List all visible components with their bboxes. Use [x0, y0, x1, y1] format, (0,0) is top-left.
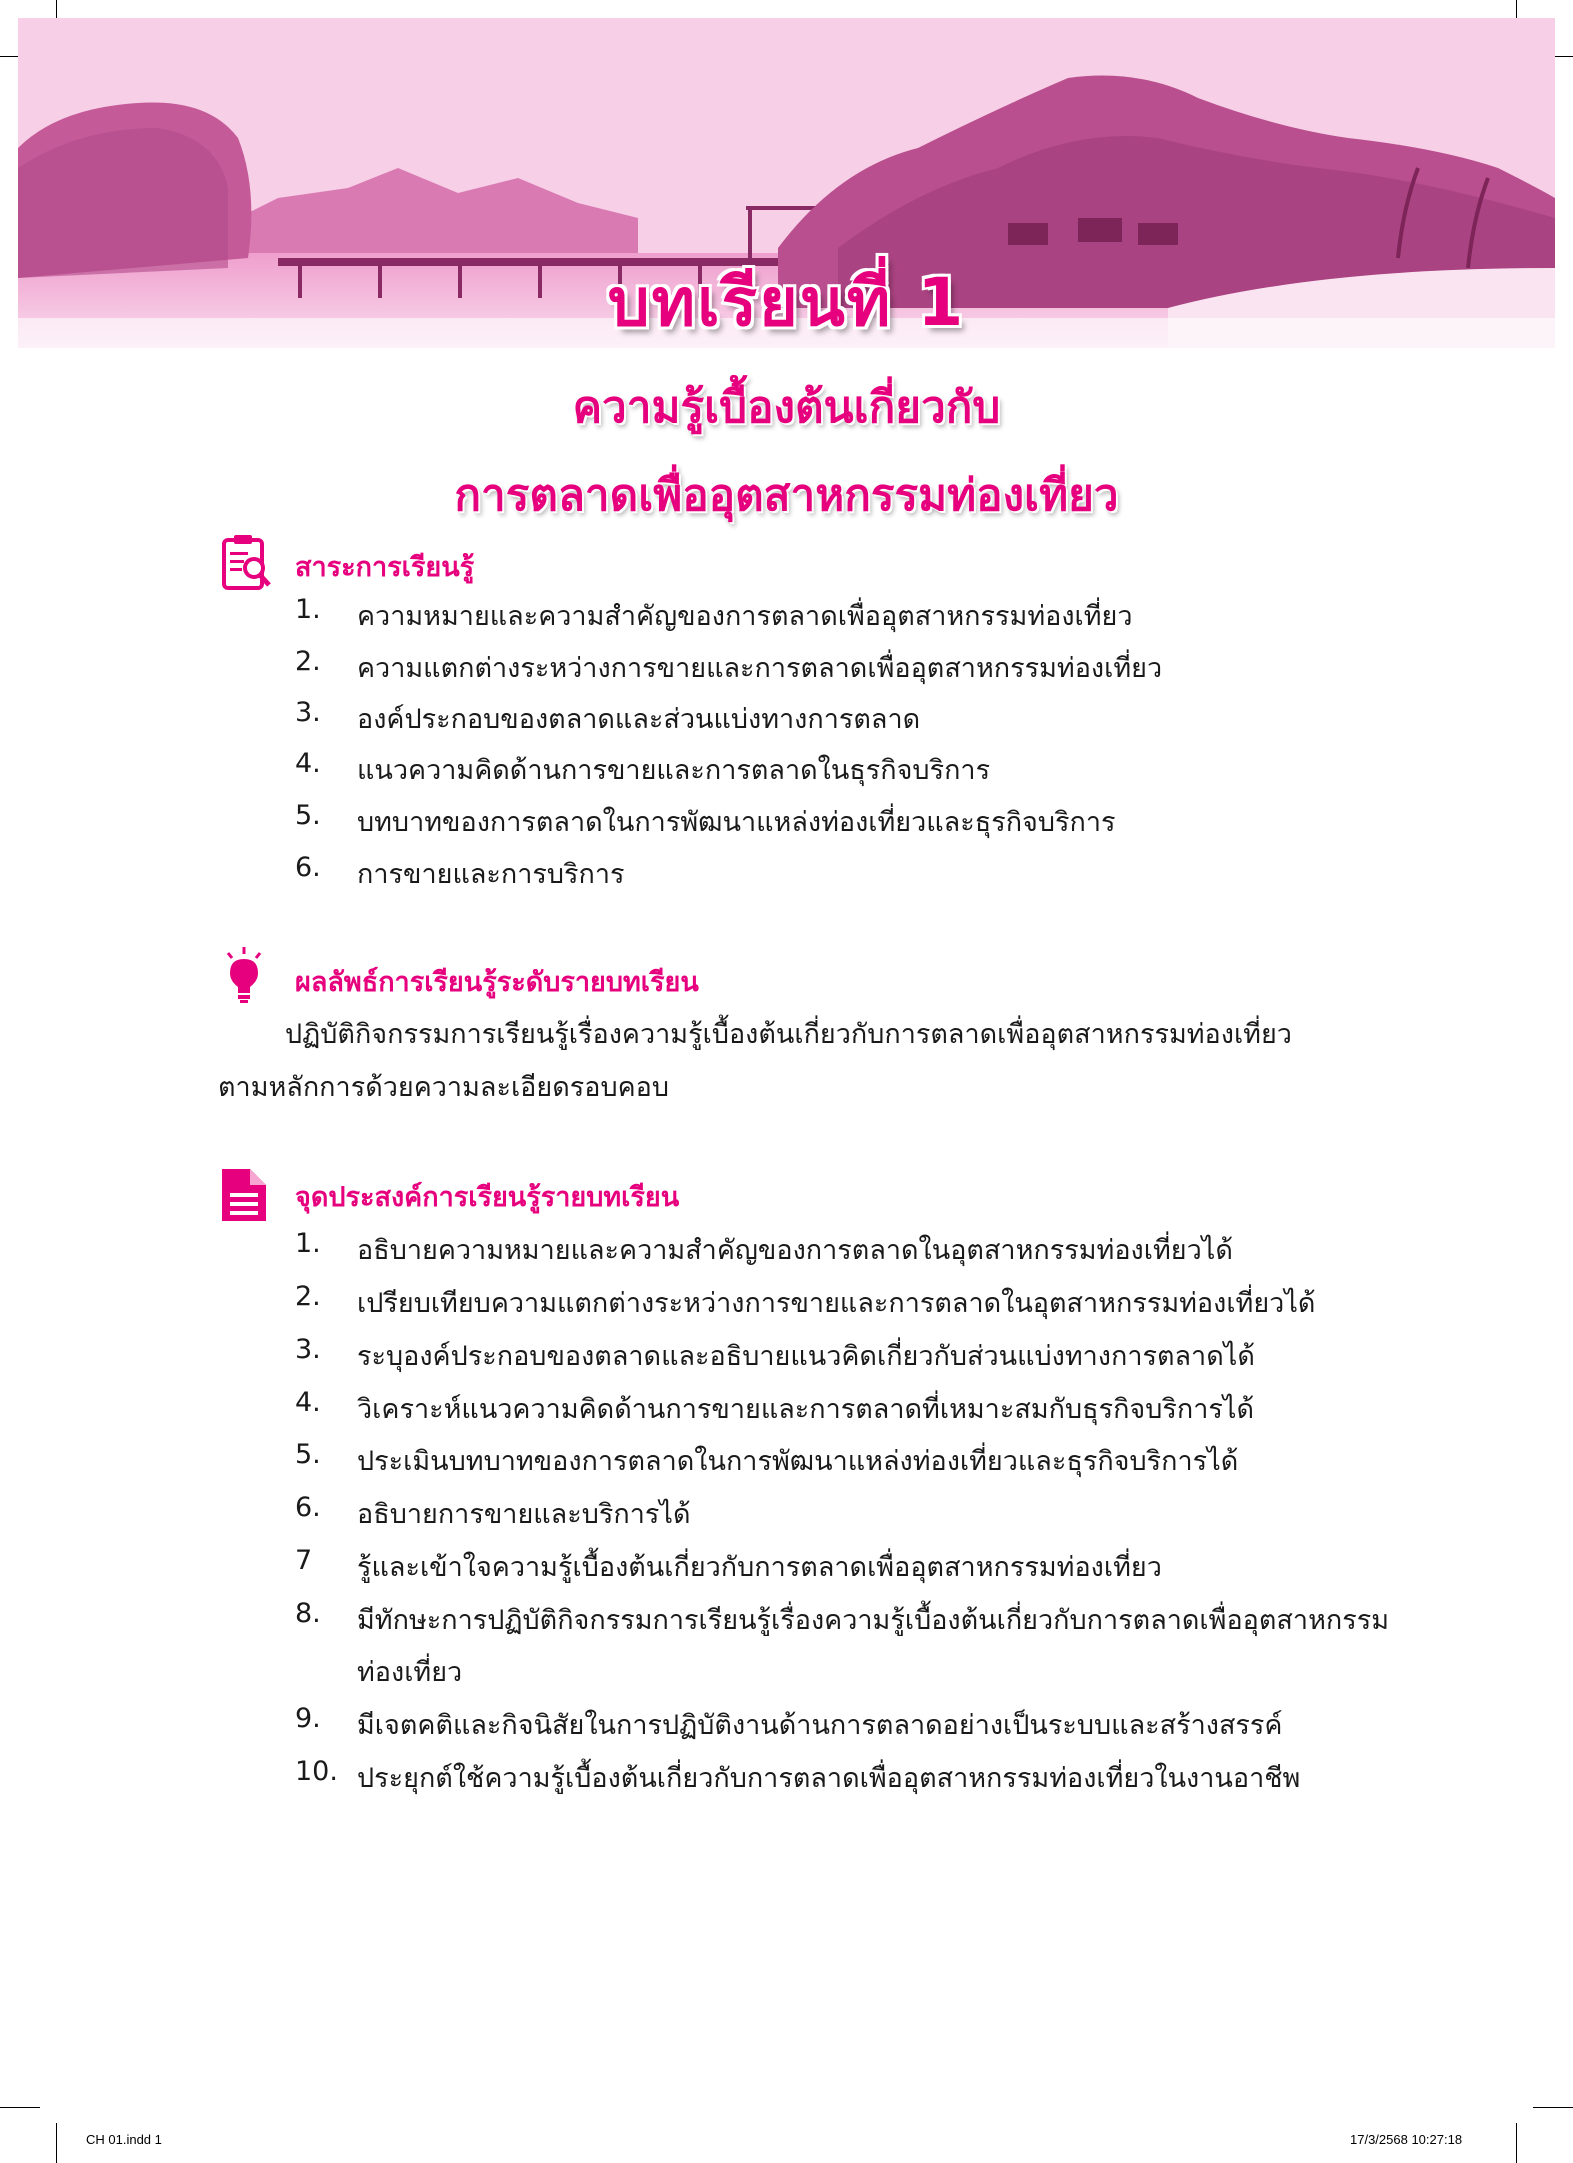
section-heading-content: สาระการเรียนรู้: [295, 552, 475, 583]
section-heading-outcome: ผลลัพธ์การเรียนรู้ระดับรายบทเรียน: [295, 967, 699, 998]
section-heading-objective: จุดประสงค์การเรียนรู้รายบทเรียน: [295, 1182, 680, 1213]
clipboard-search-icon: [220, 532, 272, 592]
footer-timestamp: 17/3/2568 10:27:18: [1350, 2132, 1463, 2147]
lesson-title: บทเรียนที่ 1: [607, 264, 966, 341]
lightbulb-icon: [218, 945, 270, 1005]
outcome-text-line1: ปฏิบัติกิจกรรมการเรียนรู้เรื่องความรู้เบื้องต้นเกี่ยวกับการตลาดเพื่ออุตสาหกรรมท่องเที่ยว: [285, 1019, 1292, 1050]
footer-filename: CH 01.indd 1: [86, 2132, 162, 2147]
crop-mark: [1533, 2107, 1573, 2108]
lesson-subtitle-line2: การตลาดเพื่ออุตสาหกรรมท่องเที่ยว: [454, 470, 1119, 521]
outcome-text-line2: ตามหลักการด้วยความละเอียดรอบคอบ: [218, 1072, 670, 1103]
crop-mark: [56, 2123, 57, 2163]
crop-mark: [1516, 2123, 1517, 2163]
crop-mark: [0, 2107, 40, 2108]
document-icon: [218, 1165, 270, 1225]
lesson-subtitle-line1: ความรู้เบื้องต้นเกี่ยวกับ: [572, 382, 1001, 433]
